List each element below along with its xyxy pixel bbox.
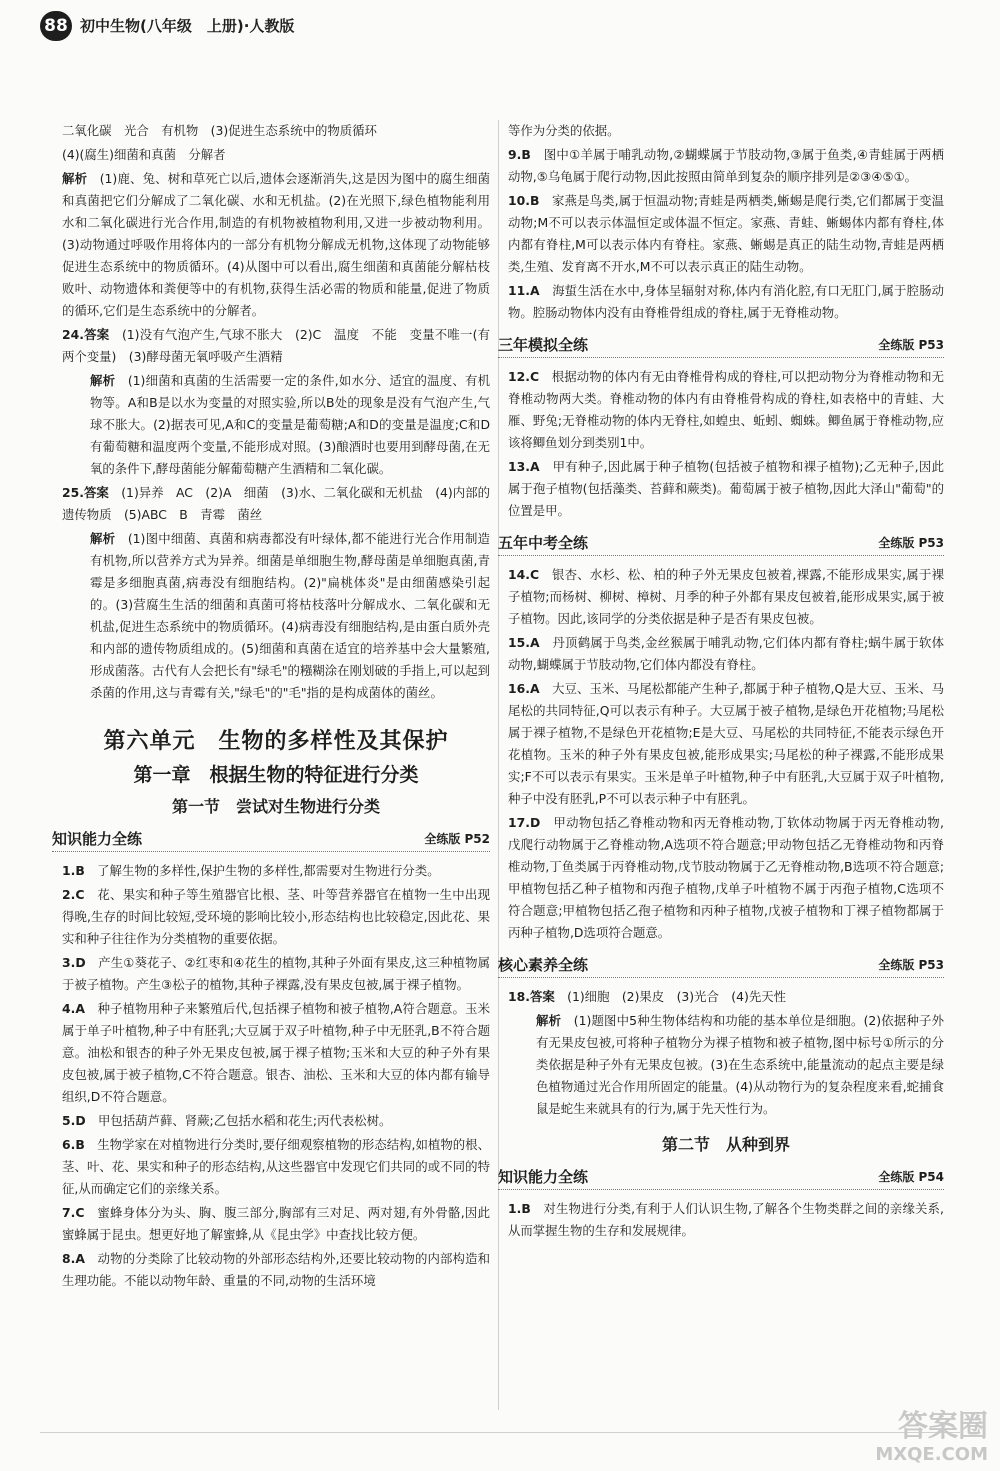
answer-paragraph <box>62 1248 490 1292</box>
page-header <box>40 6 294 46</box>
answer-tag: 答案 <box>83 485 109 500</box>
column-divider <box>498 120 499 1410</box>
answer-paragraph <box>62 324 490 368</box>
answer-tag: 解析 <box>90 373 116 388</box>
answer-tag: 答案 <box>83 327 110 342</box>
section-title: 五年中考全练 <box>498 534 589 552</box>
answer-text: 生物学家在对植物进行分类时,要仔细观察植物的形态结构,如植物的根、茎、叶、花、果实和种子的形态结构,从这些器官中发现它们共同的或不同的特征,从而确定它们的亲缘关系。 <box>62 1137 490 1196</box>
question-number: 18. <box>508 989 530 1004</box>
answer-paragraph <box>508 678 944 810</box>
answer-paragraph <box>62 528 490 704</box>
answer-paragraph <box>508 280 944 324</box>
answer-text: 动物的分类除了比较动物的外部形态结构外,还要比较动物的内部构造和生理功能。不能以动物年龄、重量的不同,动物的生活环境 <box>62 1251 490 1288</box>
question-number: 10.B <box>508 193 540 208</box>
chapter-title: 第一章 根据生物的特征进行分类 <box>133 764 419 786</box>
question-number: 24. <box>62 327 84 342</box>
answer-text: 海蜇生活在水中,身体呈辐射对称,体内有消化腔,有口无肛门,属于腔肠动物。腔肠动物体内没有由脊椎骨组成的脊柱,属于无脊椎动物。 <box>508 283 944 320</box>
question-number: 1.B <box>62 863 85 878</box>
answer-paragraph <box>508 120 944 142</box>
question-number: 6.B <box>62 1137 85 1152</box>
question-number: 7.C <box>62 1205 85 1220</box>
question-number: 15.A <box>508 635 540 650</box>
answer-text: (1)题图中5种生物体结构和功能的基本单位是细胞。(2)依据种子外有无果皮包被,可将种子植物分为裸子植物和被子植物,图中标号①所示的分类依据是种子外有无果皮包被。(3)在生态系统中,能量流动的起点主要是绿色植物通过光合作用所固定的能量。(4)从动物行为的复杂程度来看,蛇捕食鼠是蛇生来就具有的行为,属于先天性行为。 <box>536 1013 944 1116</box>
section-bar <box>498 954 944 978</box>
watermark-logo <box>808 1410 988 1466</box>
section-title: 知识能力全练 <box>498 1168 589 1186</box>
answer-text: 家燕是鸟类,属于恒温动物;青蛙是两栖类,蜥蜴是爬行类,它们都属于变温动物;M不可以表示体温恒定或体温不恒定。家燕、青蛙、蜥蜴体内都有脊柱,体内都有脊柱,M可以表示体内有脊柱。家燕、蜥蜴是真正的陆生动物,青蛙是两栖类,生殖、发育离不开水,M不可以表示真正的陆生动物。 <box>508 193 944 274</box>
question-number: 25. <box>62 485 84 500</box>
answer-text: (1)没有气泡产生,气球不胀大 (2)C 温度 不能 变量不唯一(有两个变量) (3)酵母菌无氧呼吸产生酒精 <box>62 327 491 364</box>
answer-paragraph <box>508 564 944 630</box>
question-number: 9.B <box>508 147 531 162</box>
answer-text: 花、果实和种子等生殖器官比根、茎、叶等营养器官在植物一生中出现得晚,生存的时间比较短,受环境的影响比较小,形态结构也比较稳定,因此花、果实和种子往往作为分类植物的重要依据。 <box>62 887 490 946</box>
question-number: 4.A <box>62 1001 85 1016</box>
answer-tag: 解析 <box>90 531 116 546</box>
answer-paragraph <box>62 1202 490 1246</box>
answer-text: 蜜蜂身体分为头、胸、腹三部分,胸部有三对足、两对翅,有外骨骼,因此蜜蜂属于昆虫。想更好地了解蜜蜂,从《昆虫学》中查找比较方便。 <box>62 1205 490 1242</box>
answer-tag: 答案 <box>529 989 555 1004</box>
question-number: 11.A <box>508 283 540 298</box>
question-number: 13.A <box>508 459 540 474</box>
section-bar <box>498 334 944 358</box>
question-number: 14.C <box>508 567 540 582</box>
book-title: 初中生物(八年级 上册)·人教版 <box>80 17 295 35</box>
section-page-ref: 全练版 P53 <box>878 958 944 972</box>
unit-title: 第六单元 生物的多样性及其保护 <box>103 728 449 754</box>
question-number: 8.A <box>62 1251 85 1266</box>
section-page-ref: 全练版 P54 <box>878 1170 944 1184</box>
page-number: 88 <box>40 11 72 41</box>
answer-text: 大豆、玉米、马尾松都能产生种子,都属于种子植物,Q是大豆、玉米、马尾松的共同特征,Q可以表示有种子。大豆属于被子植物,是绿色开花植物;马尾松属于裸子植物,不是绿色开花植物;E是大豆、马尾松的共同特征,不能表示绿色开花植物。玉米的种子外有果皮包被,能形成果实;马尾松的种子裸露,不能形成果实;F不可以表示有果实。玉米是单子叶植物,种子中有胚乳,大豆属于双子叶植物,种子中没有胚乳,P不可以表示种子中有胚乳。 <box>508 681 944 806</box>
answer-paragraph <box>508 190 944 278</box>
answer-paragraph <box>62 1110 490 1132</box>
answer-paragraph <box>62 144 490 166</box>
answer-text: 丹顶鹤属于鸟类,金丝猴属于哺乳动物,它们体内都有脊柱;蜗牛属于软体动物,蝴蝶属于节肢动物,它们体内都没有脊柱。 <box>508 635 944 672</box>
answer-paragraph <box>508 632 944 676</box>
section-page-ref: 全练版 P53 <box>878 536 944 550</box>
section-title: 核心素养全练 <box>498 956 589 974</box>
answer-paragraph <box>62 860 490 882</box>
answer-paragraph <box>62 168 490 322</box>
answer-paragraph <box>508 1198 944 1242</box>
section-bar <box>498 532 944 556</box>
answer-tag: 解析 <box>62 171 88 186</box>
answer-text: 甲动物包括乙脊椎动物和丙无脊椎动物,丁软体动物属于丙无脊椎动物,戊爬行动物属于乙脊椎动物,A选项不符合题意;甲动物包括乙无脊椎动物和丙脊椎动物,丁鱼类属于丙脊椎动物,戊节肢动物属于乙无脊椎动物,B选项不符合题意;甲植物包括乙种子植物和丙孢子植物,戊单子叶植物不属于丙孢子植物,C选项不符合题意;甲植物包括乙孢子植物和丙种子植物,戊被子植物和丁裸子植物都属于丙种子植物,D选项符合题意。 <box>508 815 944 940</box>
lesson-title: 第一节 尝试对生物进行分类 <box>171 797 380 816</box>
section-page-ref: 全练版 P53 <box>878 338 944 352</box>
question-number: 3.D <box>62 955 86 970</box>
answer-paragraph <box>508 812 944 944</box>
section-title: 知识能力全练 <box>52 830 143 848</box>
answer-text: 根据动物的体内有无由脊椎骨构成的脊柱,可以把动物分为脊椎动物和无脊椎动物两大类。脊椎动物的体内有由脊椎骨构成的脊柱,如表格中的青蛙、大雁、野兔;无脊椎动物的体内无脊柱,如蝗虫、蚯蚓、蜘蛛。鲫鱼属于脊椎动物,应该将鲫鱼划分到类别1中。 <box>508 369 944 450</box>
answer-text: 等作为分类的依据。 <box>508 123 620 138</box>
answer-text: 对生物进行分类,有利于人们认识生物,了解各个生物类群之间的亲缘关系,从而掌握生物的生存和发展规律。 <box>508 1201 944 1238</box>
question-number: 5.D <box>62 1113 86 1128</box>
watermark-text: 答案圈 <box>898 1409 988 1444</box>
question-number: 17.D <box>508 815 541 830</box>
left-column <box>52 120 491 1294</box>
answer-text: (1)细胞 (2)果皮 (3)光合 (4)先天性 <box>554 989 787 1004</box>
section-title: 三年模拟全练 <box>498 336 589 354</box>
answer-text: 种子植物用种子来繁殖后代,包括裸子植物和被子植物,A符合题意。玉米属于单子叶植物,种子中有胚乳;大豆属于双子叶植物,种子中无胚乳,B不符合题意。油松和银杏的种子外无果皮包被,属于裸子植物;玉米和大豆的种子外有果皮包被,属于被子植物,C不符合题意。银杏、油松、玉米和大豆的体内都有输导组织,D不符合题意。 <box>62 1001 490 1104</box>
answer-paragraph <box>508 456 944 522</box>
lesson-title: 第二节 从种到界 <box>661 1135 790 1154</box>
answer-paragraph <box>62 120 490 142</box>
section-bar <box>498 1166 944 1190</box>
section-bar <box>52 828 490 852</box>
answer-text: (1)图中细菌、真菌和病毒都没有叶绿体,都不能进行光合作用制造有机物,所以营养方式为异养。细菌是单细胞生物,酵母菌是单细胞真菌,青霉是多细胞真菌,病毒没有细胞结构。(2)"扁桃体炎"是由细菌感染引起的。(3)营腐生生活的细菌和真菌可将枯枝落叶分解成水、二氧化碳和无机盐,促进生态系统中的物质循环。(4)病毒没有细胞结构,是由蛋白质外壳和内部的遗传物质组成的。(5)细菌和真菌在适宜的培养基中会大量繁殖,形成菌落。古代有人会把长有"绿毛"的糨糊涂在刚划破的手指上,可以起到杀菌的作用,这与青霉有关,"绿毛"的"毛"指的是构成菌体的菌丝。 <box>90 531 490 700</box>
answer-text: 甲有种子,因此属于种子植物(包括被子植物和裸子植物);乙无种子,因此属于孢子植物(包括藻类、苔藓和蕨类)。葡萄属于被子植物,因此大泽山"葡萄"的位置是甲。 <box>508 459 944 518</box>
watermark-url: MXQE.COM <box>875 1444 988 1465</box>
answer-paragraph <box>62 370 490 480</box>
answer-paragraph <box>508 1010 944 1120</box>
answer-text: 图中①羊属于哺乳动物,②蝴蝶属于节肢动物,③属于鱼类,④青蛙属于两栖动物,⑤乌龟属于爬行动物,因此按照由简单到复杂的顺序排列是②③④⑤①。 <box>508 147 944 184</box>
answer-paragraph <box>62 884 490 950</box>
question-number: 1.B <box>508 1201 531 1216</box>
answer-paragraph <box>508 366 944 454</box>
question-number: 2.C <box>62 887 85 902</box>
section-page-ref: 全练版 P52 <box>424 832 490 846</box>
answer-text: (4)(腐生)细菌和真菌 分解者 <box>62 147 226 162</box>
answer-paragraph <box>62 482 490 526</box>
question-number: 12.C <box>508 369 540 384</box>
answer-text: 了解生物的多样性,保护生物的多样性,都需要对生物进行分类。 <box>84 863 440 878</box>
answer-text: (1)异养 AC (2)A 细菌 (3)水、二氧化碳和无机盐 (4)内部的遗传物质 (5)ABC B 青霉 菌丝 <box>62 485 491 522</box>
answer-text: (1)细菌和真菌的生活需要一定的条件,如水分、适宜的温度、有机物等。A和B是以水为变量的对照实验,所以B处的现象是没有气泡产生,气球不胀大。(2)据表可见,A和C的变量是葡萄糖;A和D的变量是温度;C和D有葡萄糖和温度两个变量,不能形成对照。(3)酿酒时也要用到酵母菌,在无氧的条件下,酵母菌能分解葡萄糖产生酒精和二氧化碳。 <box>90 373 490 476</box>
answer-paragraph <box>62 998 490 1108</box>
answer-paragraph <box>62 952 490 996</box>
answer-paragraph <box>508 144 944 188</box>
answer-paragraph <box>508 986 944 1008</box>
answer-tag: 解析 <box>536 1013 562 1028</box>
answer-paragraph <box>62 1134 490 1200</box>
answer-text: 甲包括葫芦藓、肾蕨;乙包括水稻和花生;丙代表松树。 <box>85 1113 392 1128</box>
answer-text: 产生①葵花子、②红枣和④花生的植物,其种子外面有果皮,这三种植物属于被子植物。产生③松子的植物,其种子裸露,没有果皮包被,属于裸子植物。 <box>62 955 490 992</box>
right-column <box>498 120 944 1244</box>
question-number: 16.A <box>508 681 540 696</box>
answer-text: 银杏、水杉、松、柏的种子外无果皮包被着,裸露,不能形成果实,属于裸子植物;而杨树、柳树、樟树、月季的种子外都有果皮包被着,能形成果实,属于被子植物。因此,该同学的分类依据是种子是否有果皮包被。 <box>508 567 944 626</box>
answer-text: 二氧化碳 光合 有机物 (3)促进生态系统中的物质循环 <box>62 123 377 138</box>
answer-text: (1)鹿、兔、树和草死亡以后,遗体会逐渐消失,这是因为图中的腐生细菌和真菌把它们分解成了二氧化碳、水和无机盐。(2)在光照下,绿色植物能利用水和二氧化碳进行光合作用,制造的有机物被植物利用,又进一步被动物利用。(3)动物通过呼吸作用将体内的一部分有机物分解成无机物,这体现了动物能够促进生态系统中的物质循环。(4)从图中可以看出,腐生细菌和真菌能分解枯枝败叶、动物遗体和粪便等中的有机物,获得生活必需的物质和能量,促进了物质的循环,它们是生态系统中的分解者。 <box>62 171 490 318</box>
